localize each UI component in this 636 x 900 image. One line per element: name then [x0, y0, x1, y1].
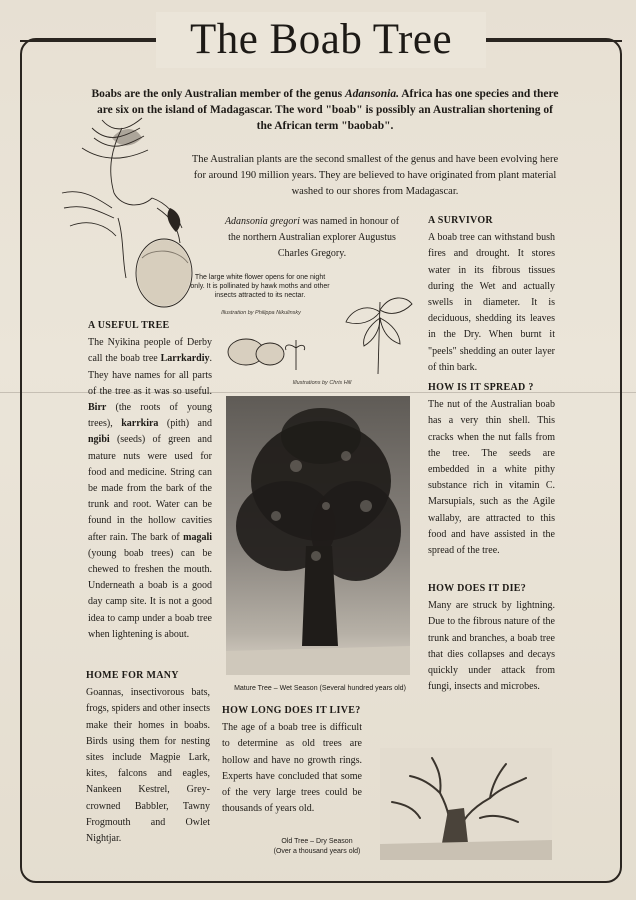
survivor-text: A boab tree can withstand bush fires and drought. It stores water in its fibrous tissues during the Wet and actually swells in diameter. It is deciduous, shedding its leaves in the Dry. When burnt it "peels" shedding an outer layer of thin bark.: [428, 232, 555, 373]
aboriginal-term: Larrkardiy: [160, 353, 210, 365]
spread-section: [428, 380, 555, 559]
useful-text: (seeds) of green and mature nuts were used for food and medicine. String can be made from the bark of the trunk and root. Water can be found in the hollow cavities after rain. The bark of: [88, 434, 212, 543]
boab-nut-illustration: [226, 330, 306, 380]
old-tree-caption: [262, 837, 372, 857]
survivor-section: [428, 213, 555, 376]
intro-text-start: Boabs are the only Australian member of the genus: [91, 88, 345, 100]
death-text: Many are struck by lightning. Due to the fibrous nature of the trunk and branches, a boab tree that dies collapses and decays quickly under attack from fungi, insects and microbes.: [428, 600, 555, 693]
illustration-credit: Illustration by Philippa Nikulinsky: [221, 310, 301, 316]
evolution-paragraph: The Australian plants are the second smallest of the genus and have been evolving here for around 190 million years. They are believed to have originated from plant material washed to our shores from Madagascar.: [191, 154, 559, 197]
intro-genus-name: Adansonia.: [345, 88, 400, 100]
aboriginal-term: magali: [183, 531, 212, 543]
useful-text: The Nyikina people of Derby call the boab tree: [88, 337, 212, 365]
survivor-heading: A SURVIVOR: [428, 215, 493, 226]
home-for-many-section: [86, 668, 210, 847]
intro-text-end: Africa has one species and there are six on the island of Madagascar. The word "boab" is possibly an Australian shortening of the African term "baobab".: [96, 88, 559, 132]
species-name: Adansonia gregori: [224, 216, 300, 227]
old-tree-caption-line2: (Over a thousand years old): [273, 848, 361, 855]
title-rule-left: [20, 40, 160, 42]
sign-title: The Boab Tree: [156, 12, 486, 68]
spread-text: The nut of the Australian boab has a very thin shell. This cracks when the nut falls from the tree. The seeds are embedded in a white pithy substance rich in vitamin C. Marsupials, such as the Agile wallaby, are attracted to this food and have assisted in the spread of the tree.: [428, 399, 555, 557]
mature-tree-image: [226, 396, 410, 675]
useful-tree-section: [88, 318, 212, 643]
flower-note: The large white flower opens for one night only. It is pollinated by hawk moths and other insects attracted to its nectar.: [190, 274, 330, 299]
aboriginal-term: Birr: [88, 402, 107, 414]
useful-text: (young boab trees) can be chewed to freshen the mouth. Underneath a boab is a good day camp site. It is not a good idea to camp under a boab tree when lightening is about.: [88, 547, 212, 640]
useful-text: . They have names for all parts of the tree as it was so useful.: [88, 353, 212, 397]
death-heading: HOW DOES IT DIE?: [428, 583, 527, 594]
lifespan-heading: HOW LONG DOES IT LIVE?: [222, 705, 361, 716]
aboriginal-term: karrkira: [121, 418, 159, 430]
boab-flower-illustration: [52, 108, 202, 313]
lifespan-text: The age of a boab tree is difficult to determine as old trees are hollow and have no growth rings. Experts have concluded that some of the very large trees could be thousands of years old.: [222, 722, 362, 815]
death-section: [428, 581, 555, 695]
useful-text: (pith) and: [158, 418, 212, 430]
old-tree-caption-line1: Old Tree – Dry Season: [281, 838, 353, 845]
mature-tree-caption: Mature Tree – Wet Season (Several hundred years old): [234, 685, 406, 692]
home-for-many-text: Goannas, insectivorous bats, frogs, spiders and other insects make their homes in boabs. Birds using them for nesting sites include Magpie Lark, kites, falcons and eagles, Nankeen Kestrel, Grey-crowned Babbler, Tawny Frogmouth and Owlet Nightjar.: [86, 687, 210, 845]
old-tree-image: [380, 748, 552, 860]
mature-tree-photo: [226, 396, 410, 675]
species-name-note: [222, 214, 402, 262]
illustrations-credit: Illustrations by Chris Hill: [292, 380, 352, 386]
useful-text: (the roots of young trees),: [88, 402, 212, 430]
home-for-many-heading: HOME FOR MANY: [86, 670, 179, 681]
lifespan-section: [222, 703, 362, 817]
aboriginal-term: ngibi: [88, 434, 110, 446]
title-rule-right: [482, 40, 622, 42]
spread-heading: HOW IS IT SPREAD ?: [428, 382, 534, 393]
useful-tree-heading: A USEFUL TREE: [88, 320, 170, 331]
old-tree-photo: [380, 748, 552, 860]
boab-seedling-illustration: [340, 282, 420, 377]
species-name-note-text: was named in honour of the northern Australian explorer Augustus Charles Gregory.: [228, 216, 400, 259]
